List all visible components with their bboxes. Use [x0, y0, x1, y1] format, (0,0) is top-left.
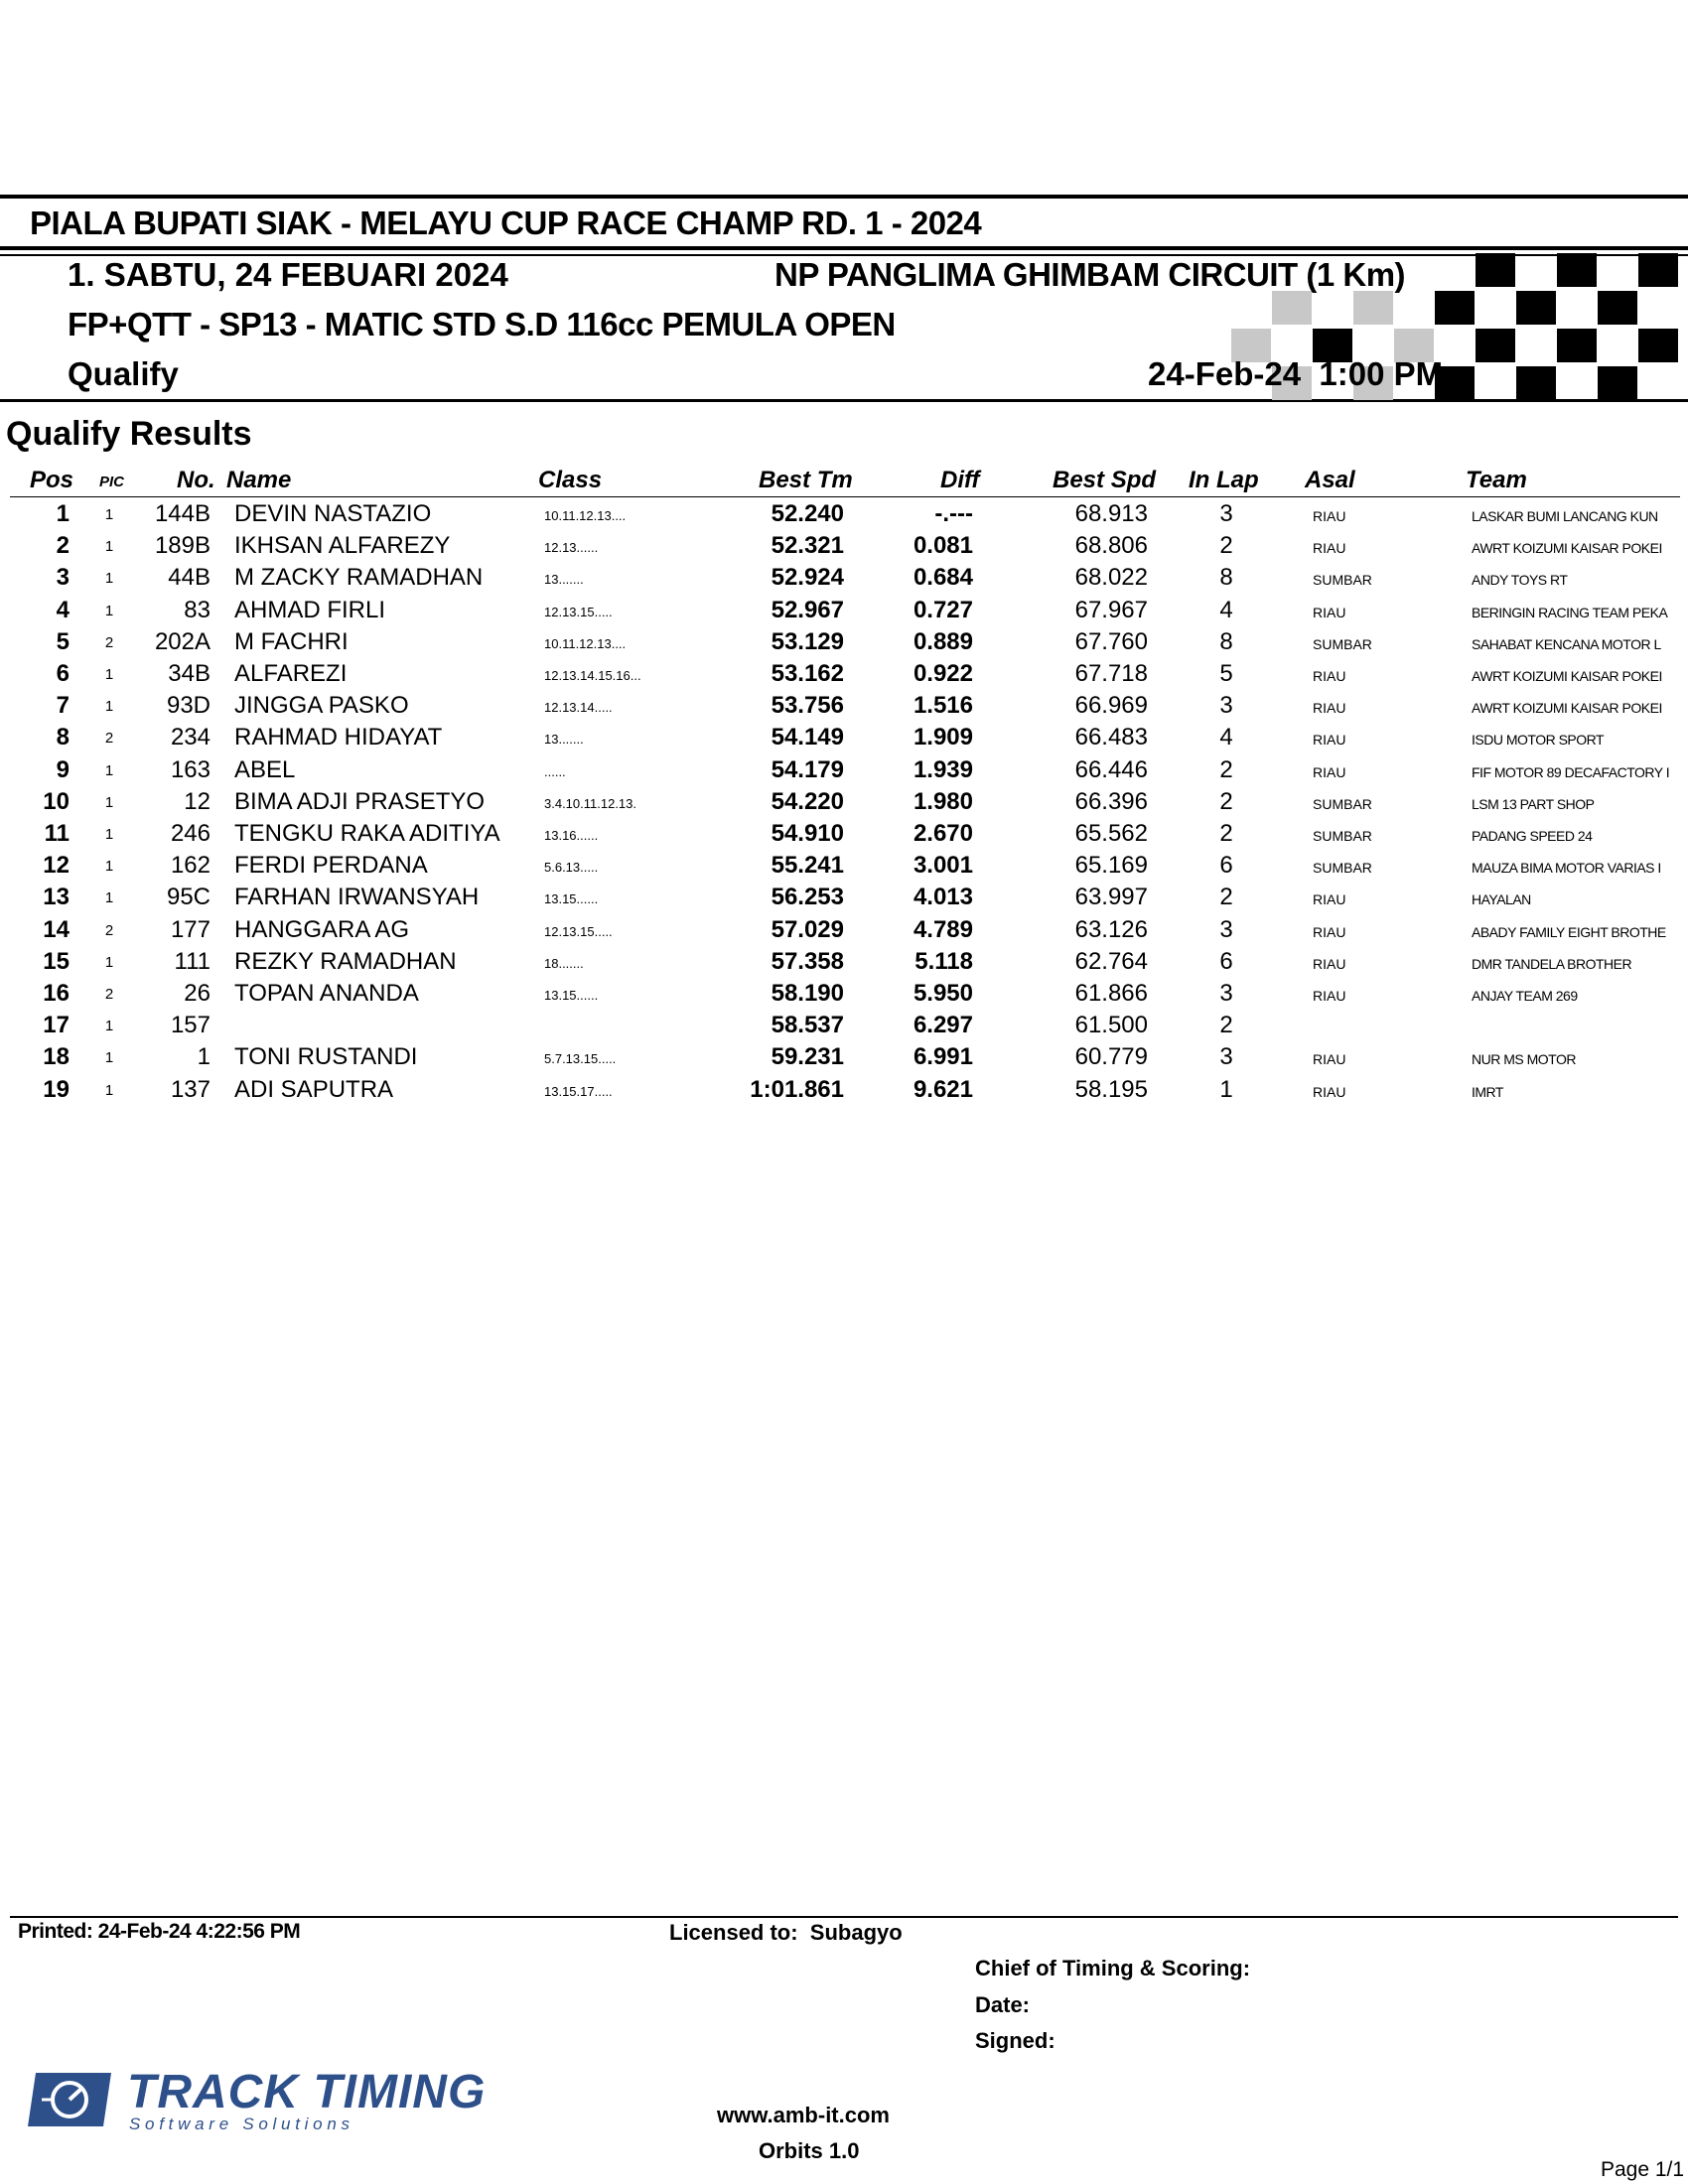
- result-diff: 0.684: [913, 564, 973, 592]
- table-row: [0, 660, 1688, 692]
- result-best-speed: 66.483: [1074, 724, 1148, 751]
- footer-rule: [10, 1916, 1678, 1918]
- result-name: BIMA ADJI PRASETYO: [234, 787, 486, 815]
- result-pos: 4: [56, 596, 70, 623]
- result-pic: 1: [104, 953, 114, 971]
- result-best-speed: 60.779: [1074, 1043, 1148, 1071]
- result-name: FERDI PERDANA: [234, 852, 428, 880]
- result-in-lap: 5: [1219, 660, 1233, 687]
- result-pic: 1: [104, 698, 114, 716]
- race-class: FP+QTT - SP13 - MATIC STD S.D 116cc PEMULA OPEN: [68, 306, 896, 342]
- result-name: JINGGA PASKO: [234, 692, 409, 720]
- result-team: AWRT KOIZUMI KAISAR POKEI: [1472, 540, 1662, 557]
- result-pic: 1: [104, 1018, 114, 1035]
- table-row: [0, 1012, 1688, 1043]
- result-class: 10.11.12.13....: [544, 508, 627, 523]
- result-best-time: 54.149: [771, 724, 844, 751]
- result-best-time: 53.756: [771, 692, 844, 720]
- result-asal: RIAU: [1313, 923, 1346, 940]
- result-asal: RIAU: [1313, 604, 1346, 620]
- result-pic: 1: [104, 666, 114, 683]
- license-info: Licensed to: Subagyo: [669, 1920, 903, 1945]
- result-asal: SUMBAR: [1313, 572, 1372, 589]
- result-asal: RIAU: [1313, 700, 1346, 717]
- result-pic: 1: [104, 1049, 114, 1067]
- result-best-speed: 68.022: [1074, 564, 1148, 592]
- result-best-time: 52.321: [771, 532, 844, 560]
- result-class: 13.......: [544, 732, 584, 748]
- result-best-time: 1:01.861: [750, 1075, 844, 1103]
- col-header-team: Team: [1466, 467, 1527, 493]
- result-pos: 3: [56, 564, 70, 592]
- result-team: NUR MS MOTOR: [1472, 1051, 1576, 1068]
- result-in-lap: 1: [1219, 1075, 1233, 1103]
- result-number: 157: [170, 1012, 211, 1039]
- result-number: 234: [170, 724, 211, 751]
- result-name: TOPAN ANANDA: [234, 980, 419, 1007]
- result-diff: 6.297: [913, 1012, 973, 1039]
- software-version: Orbits 1.0: [759, 2138, 860, 2163]
- result-name: REZKY RAMADHAN: [234, 947, 457, 975]
- signed-label: Signed:: [975, 2028, 1055, 2053]
- result-best-speed: 63.126: [1074, 915, 1148, 943]
- col-header-in-lap: In Lap: [1189, 467, 1259, 493]
- result-in-lap: 2: [1219, 820, 1233, 847]
- result-asal: RIAU: [1313, 988, 1346, 1004]
- table-row: [0, 628, 1688, 660]
- result-in-lap: 3: [1219, 915, 1233, 943]
- logo-tagline: S o f t w a r e S o l u t i o n s: [129, 2115, 351, 2133]
- header-top-rule: [0, 195, 1688, 199]
- result-number: 163: [170, 755, 211, 783]
- result-diff: 1.980: [913, 787, 973, 815]
- result-best-speed: 67.760: [1074, 627, 1148, 655]
- result-number: 1: [197, 1043, 211, 1071]
- result-number: 137: [170, 1075, 211, 1103]
- result-pic: 1: [104, 826, 114, 843]
- column-header-rule: [10, 496, 1680, 497]
- result-team: LSM 13 PART SHOP: [1472, 795, 1595, 812]
- result-class: 13.......: [544, 572, 584, 588]
- table-row: [0, 500, 1688, 532]
- result-name: IKHSAN ALFAREZY: [234, 532, 451, 560]
- result-best-speed: 65.562: [1074, 820, 1148, 847]
- result-in-lap: 2: [1219, 532, 1233, 560]
- result-class: 18.......: [544, 955, 584, 971]
- result-asal: RIAU: [1313, 732, 1346, 749]
- result-name: FARHAN IRWANSYAH: [234, 884, 480, 911]
- result-pic: 1: [104, 570, 114, 588]
- result-asal: SUMBAR: [1313, 795, 1372, 812]
- result-best-speed: 68.913: [1074, 500, 1148, 527]
- result-pic: 1: [104, 889, 114, 907]
- result-pic: 1: [104, 793, 114, 811]
- result-asal: RIAU: [1313, 763, 1346, 780]
- col-header-pic: PIC: [99, 474, 125, 490]
- result-name: DEVIN NASTAZIO: [234, 500, 432, 527]
- result-in-lap: 4: [1219, 596, 1233, 623]
- result-name: HANGGARA AG: [234, 915, 410, 943]
- result-pos: 16: [43, 980, 70, 1007]
- result-number: 83: [184, 596, 211, 623]
- result-pos: 18: [43, 1043, 70, 1071]
- result-name: TENGKU RAKA ADITIYA: [234, 820, 500, 847]
- table-row: [0, 692, 1688, 724]
- result-in-lap: 8: [1219, 564, 1233, 592]
- result-class: 12.13......: [544, 540, 599, 556]
- result-pos: 12: [43, 852, 70, 880]
- result-diff: 6.991: [913, 1043, 973, 1071]
- result-team: ANDY TOYS RT: [1472, 572, 1568, 589]
- result-team: HAYALAN: [1472, 891, 1531, 908]
- result-team: AWRT KOIZUMI KAISAR POKEI: [1472, 668, 1662, 684]
- result-class: 12.13.15.....: [544, 604, 613, 619]
- result-number: 34B: [168, 660, 211, 687]
- result-number: 95C: [166, 884, 211, 911]
- result-number: 111: [174, 947, 211, 975]
- result-pos: 8: [56, 724, 70, 751]
- result-asal: RIAU: [1313, 540, 1346, 557]
- result-best-speed: 68.806: [1074, 532, 1148, 560]
- result-pic: 1: [104, 858, 114, 876]
- result-diff: 1.516: [913, 692, 973, 720]
- result-best-speed: 58.195: [1074, 1075, 1148, 1103]
- result-class: 3.4.10.11.12.13.: [544, 795, 637, 811]
- table-row: [0, 820, 1688, 852]
- result-diff: 0.081: [913, 532, 973, 560]
- result-team: PADANG SPEED 24: [1472, 828, 1593, 844]
- result-team: DMR TANDELA BROTHER: [1472, 955, 1632, 972]
- result-diff: 2.670: [913, 820, 973, 847]
- result-best-time: 53.162: [771, 660, 844, 687]
- table-row: [0, 724, 1688, 755]
- result-diff: 0.889: [913, 627, 973, 655]
- website-link[interactable]: www.amb-it.com: [717, 2103, 890, 2127]
- result-in-lap: 2: [1219, 787, 1233, 815]
- result-team: MAUZA BIMA MOTOR VARIAS I: [1472, 860, 1661, 877]
- col-header-diff: Diff: [940, 467, 980, 493]
- result-diff: 5.950: [913, 980, 973, 1007]
- result-class: 5.6.13.....: [544, 860, 599, 876]
- event-title: PIALA BUPATI SIAK - MELAYU CUP RACE CHAMP RD. 1 - 2024: [30, 205, 982, 241]
- section-title: Qualify Results: [6, 415, 252, 453]
- table-row: [0, 884, 1688, 915]
- date-label: Date:: [975, 1992, 1031, 2017]
- result-number: 162: [170, 852, 211, 880]
- result-team: BERINGIN RACING TEAM PEKA: [1472, 604, 1668, 620]
- table-row: [0, 916, 1688, 948]
- result-number: 246: [170, 820, 211, 847]
- result-diff: 1.909: [913, 724, 973, 751]
- result-diff: 0.922: [913, 660, 973, 687]
- result-class: 13.15.17.....: [544, 1083, 613, 1099]
- result-name: M ZACKY RAMADHAN: [234, 564, 484, 592]
- result-diff: 1.939: [913, 755, 973, 783]
- result-number: 44B: [168, 564, 211, 592]
- col-header-best-spd: Best Spd: [1053, 467, 1157, 493]
- session-type: Qualify: [68, 355, 179, 392]
- result-in-lap: 3: [1219, 500, 1233, 527]
- result-in-lap: 4: [1219, 724, 1233, 751]
- result-asal: SUMBAR: [1313, 860, 1372, 877]
- result-number: 202A: [154, 627, 211, 655]
- result-number: 26: [184, 980, 211, 1007]
- result-pic: 2: [104, 730, 114, 748]
- table-row: [0, 564, 1688, 596]
- result-team: LASKAR BUMI LANCANG KUN: [1472, 508, 1658, 524]
- result-class: 13.15......: [544, 891, 599, 907]
- table-row: [0, 532, 1688, 564]
- result-pic: 1: [104, 538, 114, 556]
- result-team: FIF MOTOR 89 DECAFACTORY I: [1472, 763, 1670, 780]
- result-best-time: 59.231: [771, 1043, 844, 1071]
- result-in-lap: 6: [1219, 852, 1233, 880]
- result-best-speed: 66.446: [1074, 755, 1148, 783]
- table-row: [0, 597, 1688, 628]
- result-team: ABADY FAMILY EIGHT BROTHE: [1472, 923, 1666, 940]
- result-best-time: 52.924: [771, 564, 844, 592]
- result-name: RAHMAD HIDAYAT: [234, 724, 443, 751]
- result-best-time: 52.967: [771, 596, 844, 623]
- result-best-time: 54.910: [771, 820, 844, 847]
- result-pos: 9: [56, 755, 70, 783]
- result-best-time: 58.537: [771, 1012, 844, 1039]
- result-name: ABEL: [234, 755, 296, 783]
- result-name: ALFAREZI: [234, 660, 348, 687]
- col-header-pos: Pos: [30, 467, 74, 493]
- result-asal: SUMBAR: [1313, 828, 1372, 844]
- result-asal: RIAU: [1313, 1051, 1346, 1068]
- result-class: 12.13.14.15.16...: [544, 668, 641, 683]
- col-header-class: Class: [538, 467, 603, 493]
- result-name: TONI RUSTANDI: [234, 1043, 418, 1071]
- result-in-lap: 2: [1219, 755, 1233, 783]
- result-asal: SUMBAR: [1313, 635, 1372, 652]
- result-best-speed: 63.997: [1074, 884, 1148, 911]
- result-pos: 2: [56, 532, 70, 560]
- result-diff: 5.118: [914, 947, 973, 975]
- result-class: 13.15......: [544, 988, 599, 1003]
- result-pic: 1: [104, 506, 114, 523]
- result-pic: 2: [104, 633, 114, 651]
- table-row: [0, 948, 1688, 980]
- result-asal: RIAU: [1313, 1083, 1346, 1100]
- result-class: ......: [544, 763, 566, 779]
- result-number: 189B: [154, 532, 211, 560]
- result-best-speed: 67.967: [1074, 596, 1148, 623]
- result-asal: RIAU: [1313, 668, 1346, 684]
- result-diff: 4.789: [913, 915, 973, 943]
- result-best-speed: 67.718: [1074, 660, 1148, 687]
- table-row: [0, 980, 1688, 1012]
- result-pos: 5: [56, 627, 70, 655]
- result-asal: RIAU: [1313, 955, 1346, 972]
- result-name: ADI SAPUTRA: [234, 1075, 394, 1103]
- result-best-time: 57.358: [771, 947, 844, 975]
- result-pic: 1: [104, 602, 114, 619]
- result-asal: RIAU: [1313, 891, 1346, 908]
- result-pos: 7: [56, 692, 70, 720]
- result-in-lap: 2: [1219, 1012, 1233, 1039]
- result-pic: 2: [104, 921, 114, 939]
- logo-wordmark: TRACK TIMING: [127, 2066, 487, 2118]
- result-best-time: 52.240: [771, 500, 844, 527]
- result-best-speed: 66.396: [1074, 787, 1148, 815]
- result-class: 12.13.15.....: [544, 923, 613, 939]
- result-best-time: 58.190: [771, 980, 844, 1007]
- event-day: 1. SABTU, 24 FEBUARI 2024: [68, 256, 508, 293]
- result-best-speed: 62.764: [1074, 947, 1148, 975]
- circuit-name: NP PANGLIMA GHIMBAM CIRCUIT (1 Km): [774, 256, 1406, 293]
- result-pos: 19: [43, 1075, 70, 1103]
- result-best-time: 54.220: [771, 787, 844, 815]
- result-in-lap: 6: [1219, 947, 1233, 975]
- table-row: [0, 1076, 1688, 1108]
- result-best-time: 57.029: [771, 915, 844, 943]
- result-diff: 4.013: [913, 884, 973, 911]
- col-header-no: No.: [177, 467, 215, 493]
- result-best-time: 56.253: [771, 884, 844, 911]
- table-row: [0, 1043, 1688, 1075]
- result-best-speed: 61.500: [1074, 1012, 1148, 1039]
- table-row: [0, 852, 1688, 884]
- result-name: M FACHRI: [234, 627, 349, 655]
- chief-of-timing-label: Chief of Timing & Scoring:: [975, 1956, 1251, 1980]
- result-name: AHMAD FIRLI: [234, 596, 386, 623]
- result-class: 5.7.13.15.....: [544, 1051, 617, 1067]
- result-team: IMRT: [1472, 1083, 1503, 1100]
- col-header-name: Name: [226, 467, 292, 493]
- result-pos: 10: [43, 787, 70, 815]
- result-class: 13.16......: [544, 828, 599, 843]
- session-datetime: 24-Feb-24 1:00 PM: [1148, 355, 1444, 392]
- result-pos: 1: [56, 500, 70, 527]
- result-pos: 11: [44, 820, 70, 847]
- result-diff: 9.621: [913, 1075, 973, 1103]
- track-timing-logo-icon: [26, 2069, 113, 2130]
- result-in-lap: 3: [1219, 692, 1233, 720]
- result-best-speed: 66.969: [1074, 692, 1148, 720]
- header-mid-rule-thick: [0, 246, 1688, 250]
- result-team: ANJAY TEAM 269: [1472, 988, 1578, 1004]
- result-best-speed: 65.169: [1074, 852, 1148, 880]
- col-header-asal: Asal: [1305, 467, 1355, 493]
- result-pos: 6: [56, 660, 70, 687]
- result-pic: 1: [104, 1081, 114, 1099]
- result-team: AWRT KOIZUMI KAISAR POKEI: [1472, 700, 1662, 717]
- result-pic: 2: [104, 986, 114, 1003]
- result-class: 12.13.14.....: [544, 700, 613, 716]
- result-in-lap: 3: [1219, 980, 1233, 1007]
- result-team: SAHABAT KENCANA MOTOR L: [1472, 635, 1661, 652]
- result-asal: RIAU: [1313, 508, 1346, 524]
- result-pic: 1: [104, 761, 114, 779]
- result-in-lap: 2: [1219, 884, 1233, 911]
- result-team: ISDU MOTOR SPORT: [1472, 732, 1605, 749]
- result-number: 144B: [154, 500, 211, 527]
- result-diff: -.---: [934, 500, 973, 527]
- result-best-time: 55.241: [771, 852, 844, 880]
- result-pos: 15: [43, 947, 70, 975]
- printed-timestamp: Printed: 24-Feb-24 4:22:56 PM: [18, 1920, 301, 1943]
- result-diff: 0.727: [913, 596, 973, 623]
- table-row: [0, 788, 1688, 820]
- result-best-time: 54.179: [771, 755, 844, 783]
- table-row: [0, 756, 1688, 788]
- result-class: 10.11.12.13....: [544, 635, 627, 651]
- result-number: 93D: [166, 692, 211, 720]
- col-header-best-tm: Best Tm: [759, 467, 853, 493]
- page-number: Page 1/1: [1601, 2158, 1685, 2181]
- result-best-speed: 61.866: [1074, 980, 1148, 1007]
- result-pos: 14: [43, 915, 70, 943]
- result-pos: 17: [43, 1012, 70, 1039]
- result-best-time: 53.129: [771, 627, 844, 655]
- result-number: 177: [170, 915, 211, 943]
- result-pos: 13: [43, 884, 70, 911]
- result-diff: 3.001: [913, 852, 973, 880]
- result-number: 12: [184, 787, 211, 815]
- result-in-lap: 8: [1219, 627, 1233, 655]
- result-in-lap: 3: [1219, 1043, 1233, 1071]
